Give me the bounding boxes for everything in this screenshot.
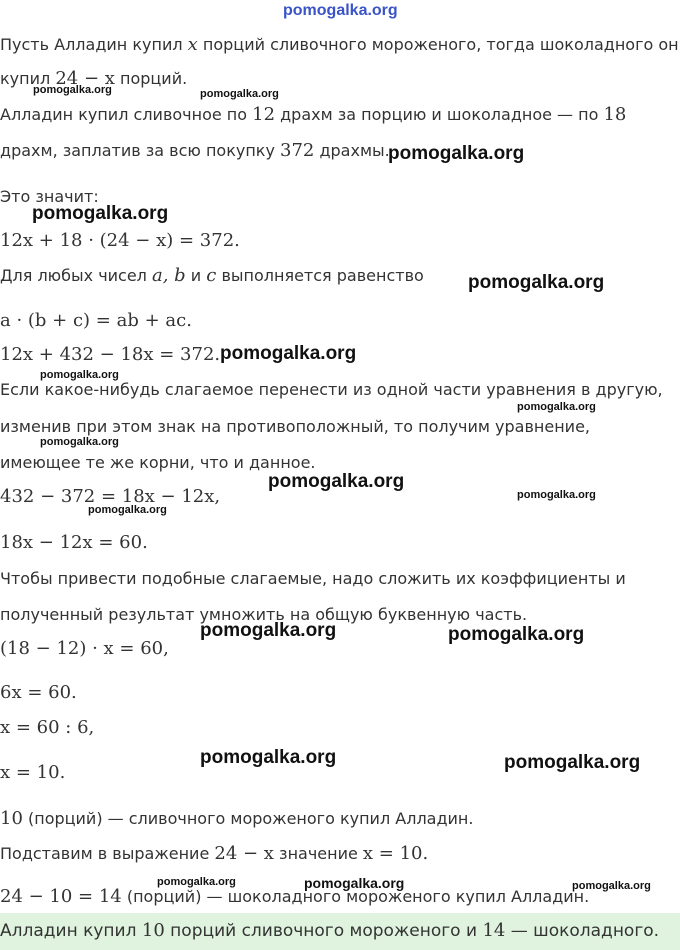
text-segment: драхм, заплатив за всю покупку: [0, 141, 281, 160]
equation-2: [0, 344, 220, 366]
text-line-23: [0, 886, 589, 908]
watermark: pomogalka.org: [200, 88, 279, 100]
text-line-21: [0, 808, 473, 830]
text-segment: Если какое-нибудь слагаемое перенести из одной части уравнения в другую,: [0, 380, 663, 399]
equation-distributive: [0, 310, 192, 332]
math-equation: (18 − 12) · x = 60,: [0, 638, 169, 659]
text-segment: значение: [273, 844, 363, 863]
math-equation: 12x + 18 · (24 − x) = 372.: [0, 230, 240, 251]
text-segment: Подставим в выражение: [0, 844, 215, 863]
watermark: pomogalka.org: [40, 436, 119, 448]
math-expression: 24 − x: [214, 843, 274, 864]
watermark: pomogalka.org: [220, 343, 357, 364]
text-line-22: [0, 843, 428, 865]
equation-8: [0, 762, 65, 784]
math-equation: 12x + 432 − 18x = 372.: [0, 344, 221, 365]
watermark: pomogalka.org: [157, 876, 236, 888]
math-number: 18: [603, 104, 627, 125]
math-variable: c: [206, 265, 217, 286]
math-equation: a · (b + c) = ab + ac.: [0, 310, 192, 331]
math-variable: x: [187, 34, 198, 55]
watermark: pomogalka.org: [448, 624, 585, 645]
equation-7: [0, 717, 94, 739]
watermark: pomogalka.org: [200, 620, 337, 641]
math-number: 12: [252, 104, 276, 125]
watermark: pomogalka.org: [304, 875, 405, 891]
watermark: pomogalka.org: [88, 504, 167, 516]
watermark: pomogalka.org: [572, 880, 651, 892]
math-number: 14: [482, 920, 506, 941]
math-number: 372: [280, 140, 315, 161]
watermark: pomogalka.org: [517, 401, 596, 413]
text-segment: (порций) — шоколадного мороженого купил Алладин.: [121, 887, 590, 906]
text-segment: драхм за порцию и шоколадное — по: [275, 105, 604, 124]
watermark: pomogalka.org: [268, 471, 405, 492]
text-segment: имеющее те же корни, что и данное.: [0, 453, 316, 472]
text-segment: и: [185, 266, 207, 285]
text-segment: порций сливочного мороженого и: [164, 921, 483, 941]
equation-5: [0, 638, 169, 660]
math-number: 10: [141, 920, 165, 941]
watermark: pomogalka.org: [32, 203, 169, 224]
text-line-11: [0, 416, 590, 438]
answer-line: [0, 920, 659, 942]
text-line-3: [0, 104, 626, 126]
watermark: pomogalka.org: [200, 747, 337, 768]
text-segment: порций.: [114, 69, 188, 88]
text-line-10: [0, 379, 663, 401]
watermark: pomogalka.org: [388, 143, 525, 164]
text-line-7: [0, 265, 424, 287]
text-line-1: [0, 34, 679, 56]
watermark: pomogalka.org: [33, 84, 112, 96]
text-segment: Это значит:: [0, 187, 99, 206]
watermark: pomogalka.org: [504, 752, 641, 773]
equation-6: [0, 682, 77, 704]
text-segment: Алладин купил: [0, 921, 142, 941]
text-segment: купил: [0, 69, 56, 88]
text-segment: порций сливочного мороженого, тогда шоколадного он: [197, 35, 679, 54]
math-equation: 18x − 12x = 60.: [0, 532, 148, 553]
math-expression: 24 − x: [55, 68, 115, 89]
math-equation: 24 − 10 = 14: [0, 886, 122, 907]
text-segment: (порций) — сливочного мороженого купил Алладин.: [22, 809, 474, 828]
math-equation: 6x = 60.: [0, 682, 77, 703]
text-line-15: [0, 568, 626, 590]
text-segment: изменив при этом знак на противоположный, то получим уравнение,: [0, 417, 591, 436]
text-segment: Чтобы привести подобные слагаемые, надо сложить их коэффициенты и: [0, 569, 626, 588]
watermark: pomogalka.org: [517, 489, 596, 501]
text-segment: Алладин купил сливочное по: [0, 105, 253, 124]
math-expression: x = 10.: [362, 843, 429, 864]
math-variable: a, b: [152, 265, 186, 286]
text-segment: Пусть Алладин купил: [0, 35, 188, 54]
watermark: pomogalka.org: [40, 369, 119, 381]
text-segment: драхмы.: [314, 141, 390, 160]
math-number: 10: [0, 808, 23, 829]
math-equation: x = 60 : 6,: [0, 717, 95, 738]
text-segment: Для любых чисел: [0, 266, 152, 285]
text-segment: полученный результат умножить на общую буквенную часть.: [0, 605, 528, 624]
math-equation: 432 − 372 = 18x − 12x,: [0, 486, 221, 507]
equation-1: [0, 230, 240, 252]
site-logo[interactable]: pomogalka.org: [283, 2, 398, 19]
equation-4: [0, 532, 148, 554]
text-line-4: [0, 140, 390, 162]
math-equation: x = 10.: [0, 762, 66, 783]
watermark: pomogalka.org: [468, 272, 605, 293]
text-segment: — шоколадного.: [505, 921, 660, 941]
text-segment: выполняется равенство: [216, 266, 424, 285]
